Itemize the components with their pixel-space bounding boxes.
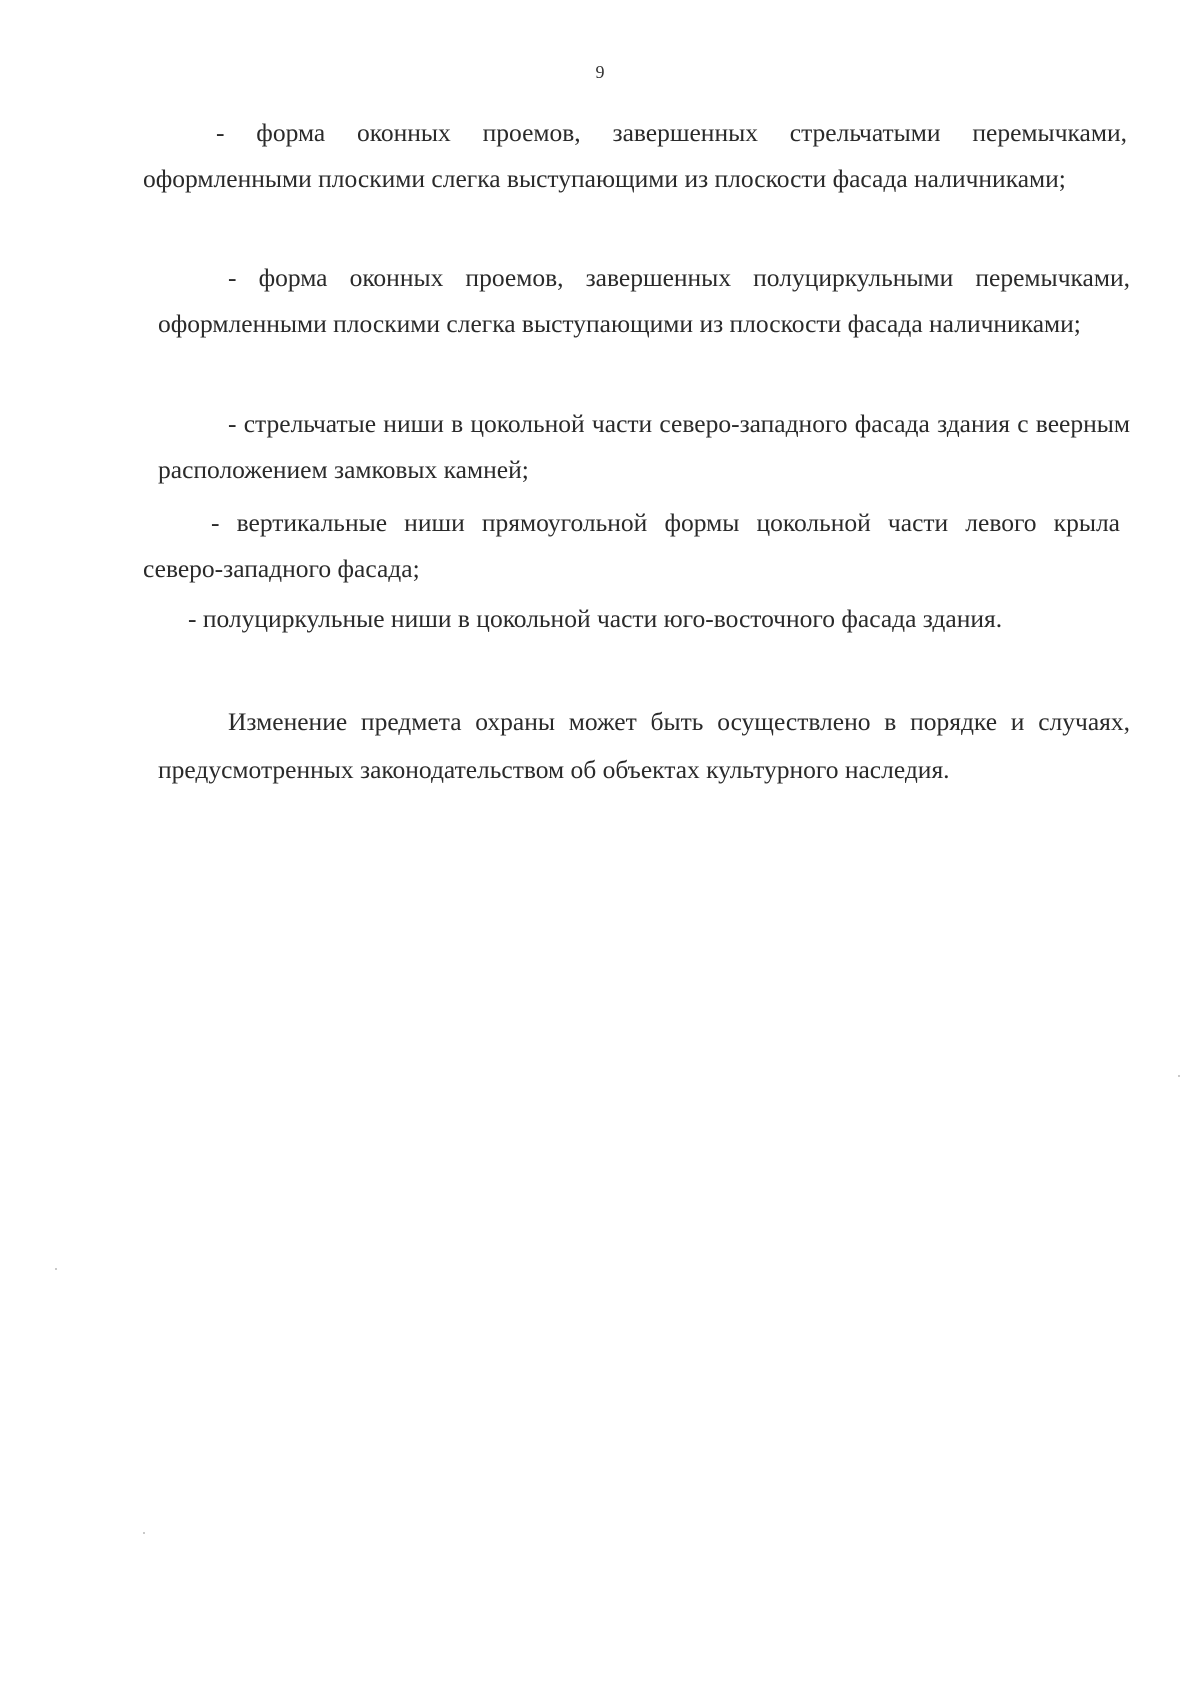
paragraph-semicircular-niches: - полуциркульные ниши в цокольной части юго-восточного фасада здания. [188, 604, 1003, 633]
paragraph-vertical-niches: - вертикальные ниши прямоугольной формы цокольной части левого крыла северо-западного фасада; [143, 508, 1120, 583]
paragraph-protection-change: Изменение предмета охраны может быть осуществлено в порядке и случаях, предусмотренных законодательством об объектах культурного наследия. [158, 707, 1130, 784]
scan-speck [143, 1532, 145, 1534]
paragraph-pointed-arch-windows: - форма оконных проемов, завершенных стрельчатыми перемычками, оформленными плоскими слегка выступающими из плоскости фасада наличниками; [143, 118, 1127, 193]
scan-speck [1178, 1075, 1180, 1077]
page-number: 9 [595, 62, 605, 82]
paragraph-semicircular-windows: - форма оконных проемов, завершенных полуциркульными перемычками, оформленными плоскими слегка выступающими из плоскости фасада наличниками; [158, 263, 1130, 338]
scan-speck [55, 1268, 57, 1270]
paragraph-pointed-niches: - стрельчатые ниши в цокольной части северо-западного фасада здания с веерным расположением замковых камней; [158, 409, 1130, 484]
